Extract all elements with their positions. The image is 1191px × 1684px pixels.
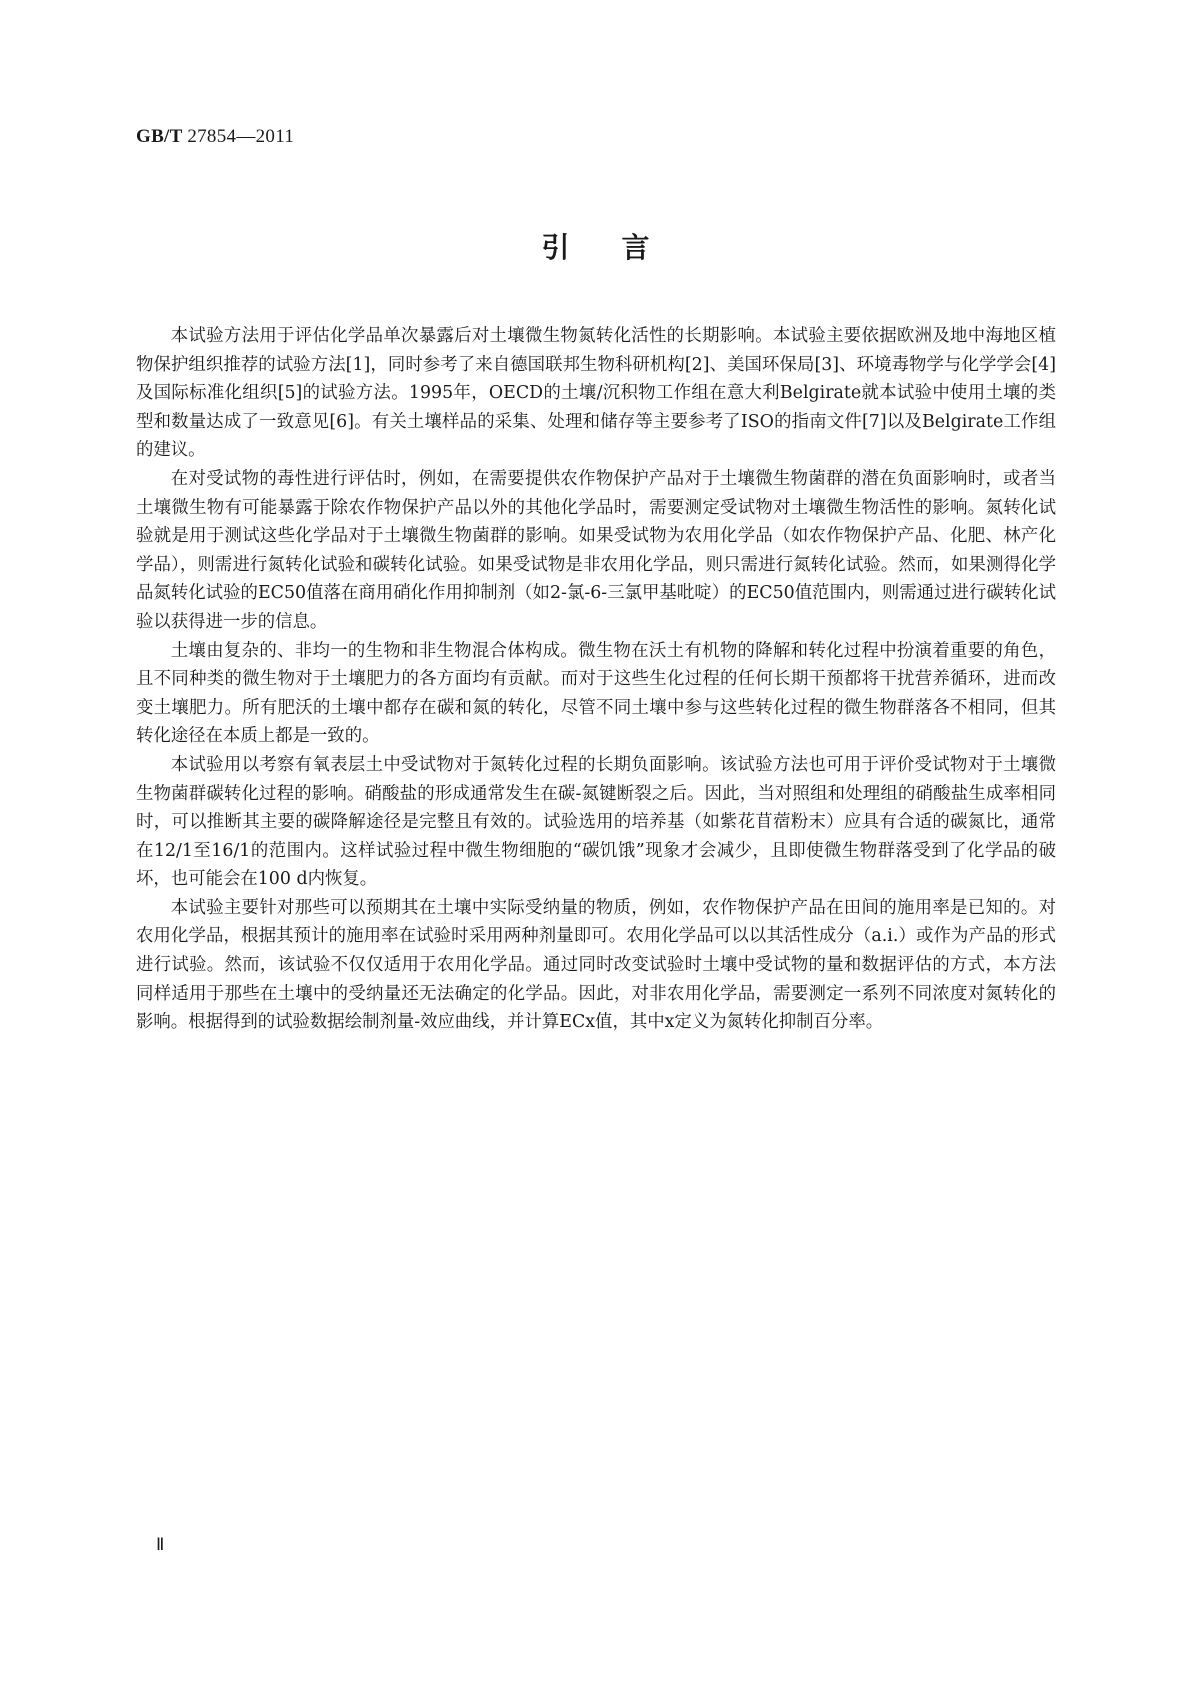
page-number: Ⅱ — [156, 1535, 165, 1554]
standard-prefix: GB/T — [136, 126, 183, 147]
paragraph-2: 在对受试物的毒性进行评估时，例如，在需要提供农作物保护产品对于土壤微生物菌群的潜在负面影响时，或者当土壤微生物有可能暴露于除农作物保护产品以外的其他化学品时，需要测定受试物对土壤微生物活性的影响。氮转化试验就是用于测试这些化学品对于土壤微生物菌群的影响。如果受试物为农用化学品（如农作物保护产品、化肥、林产化学品），则需进行氮转化试验和碳转化试验。如果受试物是非农用化学品，则只需进行氮转化试验。然而，如果测得化学品氮转化试验的EC50值落在商用硝化作用抑制剂（如2-氯-6-三氯甲基吡啶）的EC50值范围内，则需通过进行碳转化试验以获得进一步的信息。 — [136, 468, 1056, 632]
paragraph-3: 土壤由复杂的、非均一的生物和非生物混合体构成。微生物在沃土有机物的降解和转化过程中扮演着重要的角色，且不同种类的微生物对于土壤肥力的各方面均有贡献。而对于这些生化过程的任何长期干预都将干扰营养循环，进而改变土壤肥力。所有肥沃的土壤中都存在碳和氮的转化，尽管不同土壤中参与这些转化过程的微生物群落各不相同，但其转化途径在本质上都是一致的。 — [136, 640, 1056, 747]
paragraph-1: 本试验方法用于评估化学品单次暴露后对土壤微生物氮转化活性的长期影响。本试验主要依据欧洲及地中海地区植物保护组织推荐的试验方法[1]，同时参考了来自德国联邦生物科研机构[2]、美国环保局[3]、环境毒物学与化学学会[4]及国际标准化组织[5]的试验方法。1995年，OECD的土壤/沉积物工作组在意大利Belgirate就本试验中使用土壤的类型和数量达成了一致意见[6]。有关土壤样品的采集、处理和储存等主要参考了ISO的指南文件[7]以及Belgirate工作组的建议。 — [136, 326, 1056, 461]
paragraph-5: 本试验主要针对那些可以预期其在土壤中实际受纳量的物质，例如，农作物保护产品在田间的施用率是已知的。对农用化学品，根据其预计的施用率在试验时采用两种剂量即可。农用化学品可以以其活性成分（a.i.）或作为产品的形式进行试验。然而，该试验不仅仅适用于农用化学品。通过同时改变试验时土壤中受试物的量和数据评估的方式，本方法同样适用于那些在土壤中的受纳量还无法确定的化学品。因此，对非农用化学品，需要测定一系列不同浓度对氮转化的影响。根据得到的试验数据绘制剂量-效应曲线，并计算ECx值，其中x定义为氮转化抑制百分率。 — [136, 897, 1056, 1033]
body-text — [136, 322, 1056, 1037]
section-title: 引言 — [541, 231, 702, 264]
standard-number: 27854—2011 — [187, 126, 295, 147]
paragraph-4: 本试验用以考察有氧表层土中受试物对于氮转化过程的长期负面影响。该试验方法也可用于评价受试物对于土壤微生物菌群碳转化过程的影响。硝酸盐的形成通常发生在碳-氮键断裂之后。因此，当对照组和处理组的硝酸盐生成率相同时，可以推断其主要的碳降解途径是完整且有效的。试验选用的培养基（如紫花苜蓿粉末）应具有合适的碳氮比，通常在12/1至16/1的范围内。这样试验过程中微生物细胞的“碳饥饿”现象才会减少，且即使微生物群落受到了化学品的破坏，也可能会在100 d内恢复。 — [136, 754, 1056, 890]
standard-code — [136, 126, 294, 148]
